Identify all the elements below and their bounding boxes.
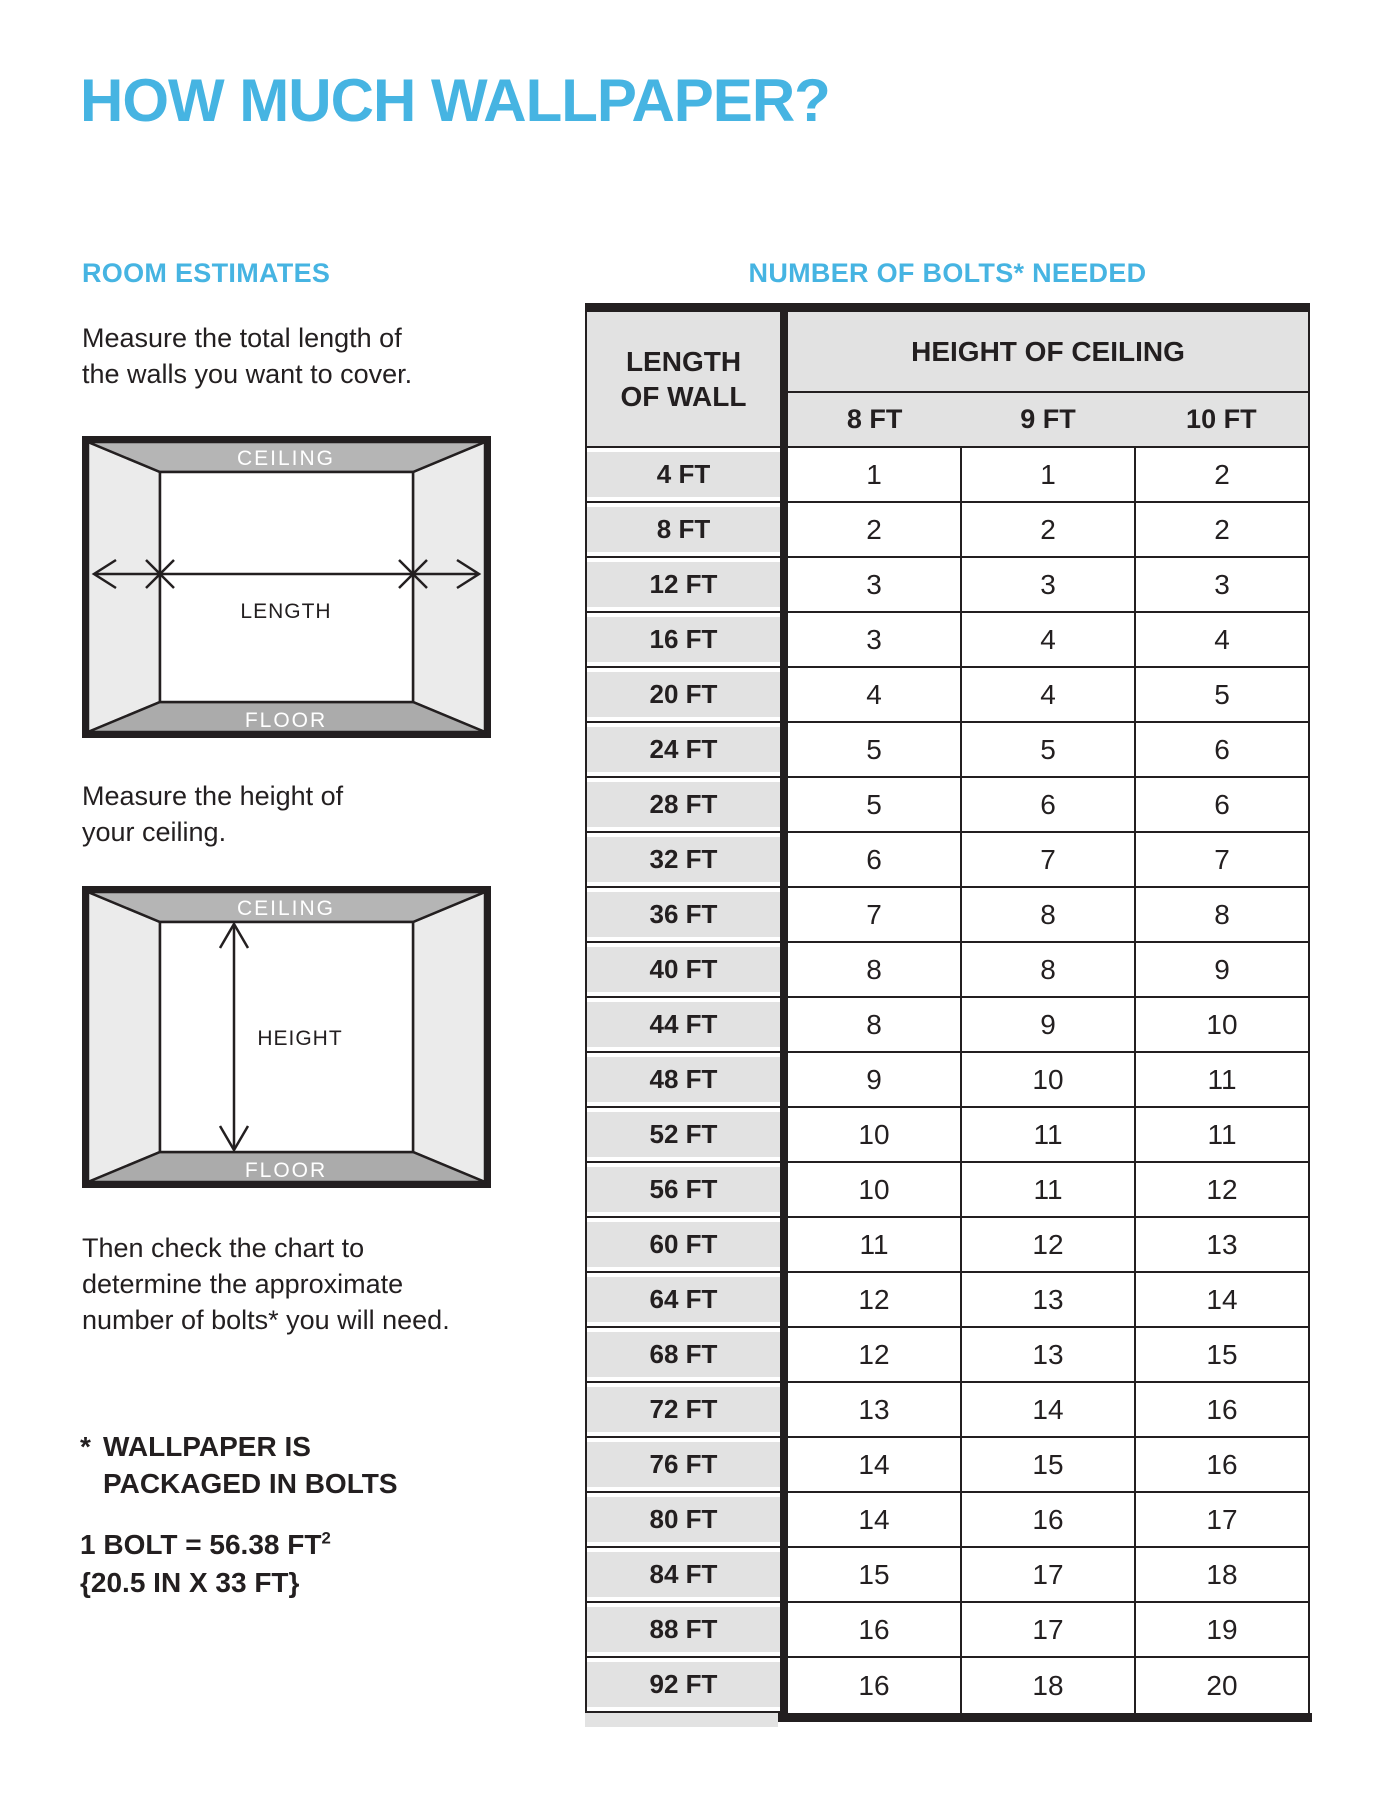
page-title: HOW MUCH WALLPAPER? (80, 67, 830, 134)
table-top-border (585, 303, 1310, 312)
bolts-10ft-value: 15 (1134, 1328, 1308, 1383)
wall-length-label: 32 FT (587, 833, 780, 888)
table-row (587, 778, 1308, 833)
table-row (587, 668, 1308, 723)
wall-length-label: 80 FT (587, 1493, 780, 1548)
thick-column-divider (780, 833, 788, 888)
bolts-9ft-value: 10 (960, 1053, 1134, 1108)
bolt-dimensions-line: {20.5 IN X 33 FT} (80, 1567, 300, 1598)
ceiling-label: CEILING (236, 447, 336, 470)
thick-column-divider (780, 943, 788, 998)
table-row (587, 723, 1308, 778)
bolts-8ft-value: 12 (788, 1273, 960, 1328)
footnote-line2: PACKAGED IN BOLTS (103, 1468, 398, 1499)
thick-column-divider (780, 558, 788, 613)
bolts-9ft-value: 13 (960, 1328, 1134, 1383)
bolts-9ft-value: 9 (960, 998, 1134, 1053)
thick-column-divider (780, 888, 788, 943)
wall-length-label: 12 FT (587, 558, 780, 613)
ceiling-label: CEILING (236, 897, 336, 920)
bolts-9ft-value: 3 (960, 558, 1134, 613)
height-of-ceiling-header: HEIGHT OF CEILING (788, 312, 1308, 393)
wall-length-label: 48 FT (587, 1053, 780, 1108)
wall-length-label: 16 FT (587, 613, 780, 668)
bolts-10ft-value: 8 (1134, 888, 1308, 943)
thick-column-divider (780, 1108, 788, 1163)
bolts-8ft-value: 7 (788, 888, 960, 943)
bolts-10ft-value: 19 (1134, 1603, 1308, 1658)
bolts-9ft-value: 12 (960, 1218, 1134, 1273)
bolts-10ft-value: 9 (1134, 943, 1308, 998)
table-row (587, 998, 1308, 1053)
step2-text (82, 778, 343, 850)
step1-text (82, 320, 412, 392)
table-bottom (585, 1713, 1310, 1728)
thick-column-divider (780, 723, 788, 778)
floor-label: FLOOR (244, 1159, 328, 1182)
bolts-8ft-value: 16 (788, 1658, 960, 1713)
wall-length-label: 68 FT (587, 1328, 780, 1383)
bolts-10ft-value: 12 (1134, 1163, 1308, 1218)
table-row (587, 1493, 1308, 1548)
thick-column-divider (780, 613, 788, 668)
bolts-10ft-value: 4 (1134, 613, 1308, 668)
wall-length-label: 72 FT (587, 1383, 780, 1438)
step3-text (82, 1230, 450, 1338)
table-row (587, 448, 1308, 503)
wall-length-label: 8 FT (587, 503, 780, 558)
bolts-8ft-value: 4 (788, 668, 960, 723)
asterisk: * (80, 1431, 91, 1462)
bolts-8ft-value: 15 (788, 1548, 960, 1603)
bolts-8ft-value: 14 (788, 1493, 960, 1548)
bolt-spec (80, 1526, 331, 1602)
bolts-9ft-value: 14 (960, 1383, 1134, 1438)
bolts-10ft-value: 2 (1134, 448, 1308, 503)
bolts-10ft-value: 18 (1134, 1548, 1308, 1603)
thick-column-divider (780, 1218, 788, 1273)
ceiling-height-header-group (788, 312, 1308, 448)
table-row (587, 1603, 1308, 1658)
step1-line1: Measure the total length of (82, 323, 402, 353)
wall-length-label: 20 FT (587, 668, 780, 723)
thick-column-divider (780, 448, 788, 503)
wall-length-label: 44 FT (587, 998, 780, 1053)
room-estimates-heading: ROOM ESTIMATES (82, 258, 331, 288)
table-body (587, 448, 1308, 1713)
thick-column-divider (780, 1328, 788, 1383)
bolts-10ft-value: 5 (1134, 668, 1308, 723)
wall-length-label: 60 FT (587, 1218, 780, 1273)
bolts-8ft-value: 5 (788, 723, 960, 778)
wall-length-label: 36 FT (587, 888, 780, 943)
bolts-8ft-value: 2 (788, 503, 960, 558)
step2-line2: your ceiling. (82, 817, 227, 847)
table-row (587, 888, 1308, 943)
thick-column-divider (780, 1438, 788, 1493)
bolts-8ft-value: 10 (788, 1163, 960, 1218)
table-row (587, 1108, 1308, 1163)
thick-column-divider (780, 668, 788, 723)
table-row (587, 503, 1308, 558)
step3-line1: Then check the chart to (82, 1233, 365, 1263)
wall-length-label: 52 FT (587, 1108, 780, 1163)
wall-length-label: 64 FT (587, 1273, 780, 1328)
bolts-8ft-value: 13 (788, 1383, 960, 1438)
bolts-8ft-value: 1 (788, 448, 960, 503)
wall-length-label: 76 FT (587, 1438, 780, 1493)
bolts-10ft-value: 20 (1134, 1658, 1308, 1713)
thick-column-divider (780, 778, 788, 833)
bolts-9ft-value: 11 (960, 1108, 1134, 1163)
table-row (587, 1658, 1308, 1713)
thick-column-divider (780, 1603, 788, 1658)
bolts-9ft-value: 17 (960, 1548, 1134, 1603)
left-column-stub (585, 1713, 778, 1727)
bolts-8ft-value: 14 (788, 1438, 960, 1493)
thick-column-divider (780, 1548, 788, 1603)
wall-length-label: 40 FT (587, 943, 780, 998)
table-row (587, 613, 1308, 668)
thick-column-divider (780, 1658, 788, 1713)
left-wall (88, 442, 160, 732)
thick-column-divider (780, 1273, 788, 1328)
table-row (587, 1218, 1308, 1273)
table-bottom-border (786, 1713, 1312, 1722)
wall-length-label: 92 FT (587, 1658, 780, 1713)
table-row (587, 1548, 1308, 1603)
thick-column-divider (780, 1383, 788, 1438)
bolts-10ft-value: 14 (1134, 1273, 1308, 1328)
bolts-9ft-value: 4 (960, 613, 1134, 668)
height-label: HEIGHT (257, 1027, 343, 1050)
bolts-8ft-value: 12 (788, 1328, 960, 1383)
bolts-9ft-value: 8 (960, 943, 1134, 998)
table-header (587, 312, 1308, 448)
bolt-size-line: 1 BOLT = 56.38 $FT^2$ (80, 1528, 331, 1560)
bolts-8ft-value: 11 (788, 1218, 960, 1273)
bolts-9ft-value: 5 (960, 723, 1134, 778)
divider-stub (778, 1713, 786, 1722)
step3-line2: determine the approximate (82, 1269, 404, 1299)
ceiling-height-columns (788, 393, 1308, 448)
table-row (587, 1163, 1308, 1218)
table-row (587, 943, 1308, 998)
thick-column-divider (780, 1163, 788, 1218)
bolts-10ft-value: 6 (1134, 778, 1308, 833)
footnote-line1: * WALLPAPER IS (80, 1428, 398, 1465)
bolts-9ft-value: 1 (960, 448, 1134, 503)
table-main (585, 312, 1310, 1713)
bolts-8ft-value: 3 (788, 558, 960, 613)
thick-column-divider (780, 312, 788, 448)
wall-length-label: 4 FT (587, 448, 780, 503)
wall-length-label: 84 FT (587, 1548, 780, 1603)
wall-length-label: 88 FT (587, 1603, 780, 1658)
table-row (587, 1053, 1308, 1108)
thick-column-divider (780, 998, 788, 1053)
table-row (587, 1328, 1308, 1383)
bolts-8ft-value: 3 (788, 613, 960, 668)
column-header-10ft: 10 FT (1186, 404, 1257, 434)
room-length-diagram (82, 436, 491, 738)
bolts-8ft-value: 8 (788, 998, 960, 1053)
bolts-needed-heading: NUMBER OF BOLTS* NEEDED (748, 258, 1147, 288)
room-height-diagram (82, 886, 491, 1188)
bolts-10ft-value: 10 (1134, 998, 1308, 1053)
bolts-needed-table (585, 303, 1310, 1728)
bolts-8ft-value: 10 (788, 1108, 960, 1163)
left-wall (88, 892, 160, 1182)
wall-length-label: 56 FT (587, 1163, 780, 1218)
back-wall (160, 472, 413, 702)
bolts-10ft-value: 6 (1134, 723, 1308, 778)
wall-length-label: 24 FT (587, 723, 780, 778)
bolts-10ft-value: 11 (1134, 1053, 1308, 1108)
thick-column-divider (780, 503, 788, 558)
bolts-10ft-value: 16 (1134, 1438, 1308, 1493)
bolts-9ft-value: 6 (960, 778, 1134, 833)
table-row (587, 1383, 1308, 1438)
length-label: LENGTH (240, 600, 332, 623)
column-header-8ft: 8 FT (846, 404, 903, 434)
bolts-10ft-value: 13 (1134, 1218, 1308, 1273)
bolts-10ft-value: 11 (1134, 1108, 1308, 1163)
table-row (587, 1438, 1308, 1493)
bolts-9ft-value: 4 (960, 668, 1134, 723)
thick-column-divider (780, 1493, 788, 1548)
bolts-9ft-value: 17 (960, 1603, 1134, 1658)
bolts-9ft-value: 7 (960, 833, 1134, 888)
bolts-10ft-value: 16 (1134, 1383, 1308, 1438)
step3-line3: number of bolts* you will need. (82, 1305, 450, 1335)
bolts-footnote (80, 1428, 398, 1502)
bolts-8ft-value: 9 (788, 1053, 960, 1108)
right-wall (413, 442, 485, 732)
table-row (587, 833, 1308, 888)
bolts-9ft-value: 13 (960, 1273, 1134, 1328)
bolts-10ft-value: 17 (1134, 1493, 1308, 1548)
right-wall (413, 892, 485, 1182)
bolts-9ft-value: 2 (960, 503, 1134, 558)
table-row (587, 558, 1308, 613)
bolts-8ft-value: 5 (788, 778, 960, 833)
bolts-8ft-value: 8 (788, 943, 960, 998)
bolts-9ft-value: 18 (960, 1658, 1134, 1713)
bolts-9ft-value: 8 (960, 888, 1134, 943)
bolts-10ft-value: 3 (1134, 558, 1308, 613)
bolts-8ft-value: 6 (788, 833, 960, 888)
length-of-wall-header: LENGTH OF WALL (587, 312, 780, 448)
column-header-9ft: 9 FT (1020, 404, 1076, 434)
bolts-10ft-value: 2 (1134, 503, 1308, 558)
wall-length-label: 28 FT (587, 778, 780, 833)
bolts-9ft-value: 11 (960, 1163, 1134, 1218)
bolts-9ft-value: 16 (960, 1493, 1134, 1548)
squared-superscript: 2 (321, 1528, 331, 1548)
table-row (587, 1273, 1308, 1328)
step2-line1: Measure the height of (82, 781, 344, 811)
thick-column-divider (780, 1053, 788, 1108)
bolts-8ft-value: 16 (788, 1603, 960, 1658)
step1-line2: the walls you want to cover. (82, 359, 413, 389)
bolts-9ft-value: 15 (960, 1438, 1134, 1493)
floor-label: FLOOR (244, 709, 328, 732)
bolts-10ft-value: 7 (1134, 833, 1308, 888)
